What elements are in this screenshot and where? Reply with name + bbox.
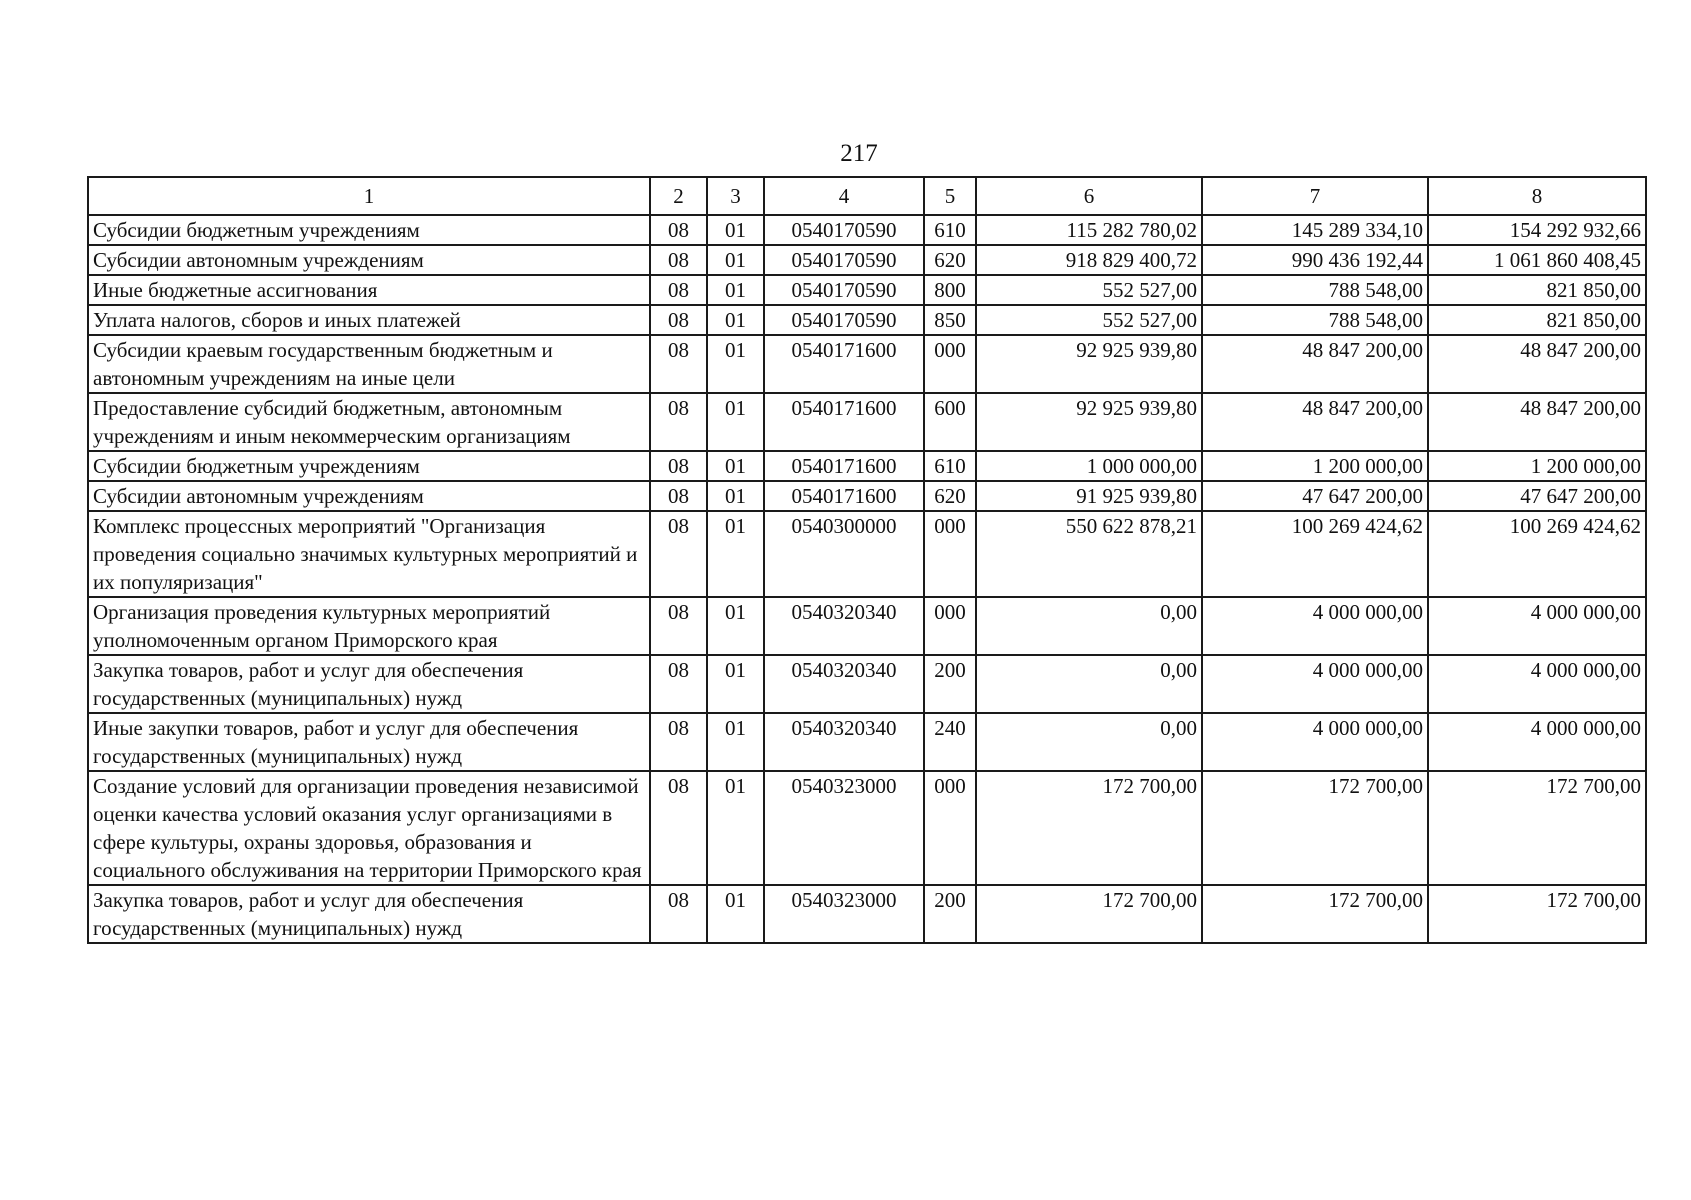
amount-col6-cell: 1 000 000,00: [976, 451, 1202, 481]
expense-name-cell: Иные закупки товаров, работ и услуг для обеспечения государственных (муниципальных) нужд: [88, 713, 650, 771]
subsection-code-cell: 01: [707, 451, 764, 481]
amount-col6-cell: 91 925 939,80: [976, 481, 1202, 511]
amount-col7-cell: 788 548,00: [1202, 305, 1428, 335]
subsection-code-cell: 01: [707, 245, 764, 275]
amount-col8-cell: 821 850,00: [1428, 305, 1646, 335]
target-article-cell: 0540170590: [764, 215, 924, 245]
target-article-cell: 0540170590: [764, 275, 924, 305]
subsection-code-cell: 01: [707, 275, 764, 305]
expense-type-cell: 200: [924, 655, 976, 713]
expense-type-cell: 610: [924, 451, 976, 481]
expense-type-cell: 620: [924, 481, 976, 511]
amount-col7-cell: 48 847 200,00: [1202, 393, 1428, 451]
table-row: [88, 305, 1646, 335]
expense-type-cell: 000: [924, 511, 976, 597]
expense-name-cell: Иные бюджетные ассигнования: [88, 275, 650, 305]
section-code-cell: 08: [650, 335, 707, 393]
section-code-cell: 08: [650, 305, 707, 335]
amount-col6-cell: 172 700,00: [976, 885, 1202, 943]
amount-col6-cell: 552 527,00: [976, 305, 1202, 335]
target-article-cell: 0540171600: [764, 335, 924, 393]
target-article-cell: 0540323000: [764, 771, 924, 885]
column-header-7: 7: [1202, 177, 1428, 215]
section-code-cell: 08: [650, 655, 707, 713]
expense-type-cell: 800: [924, 275, 976, 305]
amount-col7-cell: 145 289 334,10: [1202, 215, 1428, 245]
expense-name-cell: Субсидии автономным учреждениям: [88, 481, 650, 511]
amount-col6-cell: 92 925 939,80: [976, 393, 1202, 451]
expense-name-cell: Субсидии бюджетным учреждениям: [88, 215, 650, 245]
amount-col8-cell: 172 700,00: [1428, 771, 1646, 885]
amount-col8-cell: 48 847 200,00: [1428, 335, 1646, 393]
table-row: [88, 885, 1646, 943]
expense-name-cell: Закупка товаров, работ и услуг для обеспечения государственных (муниципальных) нужд: [88, 655, 650, 713]
expense-type-cell: 600: [924, 393, 976, 451]
amount-col7-cell: 4 000 000,00: [1202, 597, 1428, 655]
expense-name-cell: Создание условий для организации проведения независимой оценки качества условий оказания услуг организациями в сфере культуры, охраны здоровья, образования и социального обслуживания на территории Приморского края: [88, 771, 650, 885]
amount-col6-cell: 552 527,00: [976, 275, 1202, 305]
subsection-code-cell: 01: [707, 305, 764, 335]
target-article-cell: 0540170590: [764, 245, 924, 275]
amount-col8-cell: 4 000 000,00: [1428, 597, 1646, 655]
section-code-cell: 08: [650, 393, 707, 451]
expense-name-cell: Предоставление субсидий бюджетным, автономным учреждениям и иным некоммерческим организациям: [88, 393, 650, 451]
amount-col6-cell: 0,00: [976, 655, 1202, 713]
subsection-code-cell: 01: [707, 713, 764, 771]
table-row: [88, 655, 1646, 713]
subsection-code-cell: 01: [707, 335, 764, 393]
amount-col7-cell: 788 548,00: [1202, 275, 1428, 305]
target-article-cell: 0540171600: [764, 393, 924, 451]
table-row: [88, 511, 1646, 597]
table-row: [88, 771, 1646, 885]
target-article-cell: 0540300000: [764, 511, 924, 597]
expense-name-cell: Субсидии автономным учреждениям: [88, 245, 650, 275]
table-row: [88, 245, 1646, 275]
page-number: 217: [840, 140, 878, 167]
table-row: [88, 713, 1646, 771]
amount-col8-cell: 1 200 000,00: [1428, 451, 1646, 481]
amount-col6-cell: 0,00: [976, 713, 1202, 771]
section-code-cell: 08: [650, 771, 707, 885]
target-article-cell: 0540171600: [764, 481, 924, 511]
amount-col8-cell: 100 269 424,62: [1428, 511, 1646, 597]
table-row: [88, 335, 1646, 393]
amount-col7-cell: 47 647 200,00: [1202, 481, 1428, 511]
amount-col7-cell: 1 200 000,00: [1202, 451, 1428, 481]
subsection-code-cell: 01: [707, 771, 764, 885]
amount-col6-cell: 550 622 878,21: [976, 511, 1202, 597]
expense-type-cell: 240: [924, 713, 976, 771]
column-header-3: 3: [707, 177, 764, 215]
expense-type-cell: 200: [924, 885, 976, 943]
section-code-cell: 08: [650, 215, 707, 245]
expense-type-cell: 000: [924, 335, 976, 393]
subsection-code-cell: 01: [707, 481, 764, 511]
column-header-2: 2: [650, 177, 707, 215]
column-header-6: 6: [976, 177, 1202, 215]
amount-col6-cell: 115 282 780,02: [976, 215, 1202, 245]
table-row: [88, 481, 1646, 511]
amount-col7-cell: 4 000 000,00: [1202, 655, 1428, 713]
expense-name-cell: Закупка товаров, работ и услуг для обеспечения государственных (муниципальных) нужд: [88, 885, 650, 943]
expense-name-cell: Субсидии краевым государственным бюджетным и автономным учреждениям на иные цели: [88, 335, 650, 393]
expense-type-cell: 000: [924, 597, 976, 655]
budget-table: [87, 176, 1647, 944]
target-article-cell: 0540170590: [764, 305, 924, 335]
amount-col6-cell: 172 700,00: [976, 771, 1202, 885]
amount-col7-cell: 172 700,00: [1202, 885, 1428, 943]
amount-col8-cell: 821 850,00: [1428, 275, 1646, 305]
expense-name-cell: Организация проведения культурных мероприятий уполномоченным органом Приморского края: [88, 597, 650, 655]
amount-col8-cell: 4 000 000,00: [1428, 713, 1646, 771]
amount-col6-cell: 92 925 939,80: [976, 335, 1202, 393]
expense-name-cell: Субсидии бюджетным учреждениям: [88, 451, 650, 481]
column-header-5: 5: [924, 177, 976, 215]
section-code-cell: 08: [650, 245, 707, 275]
target-article-cell: 0540320340: [764, 597, 924, 655]
table-row: [88, 393, 1646, 451]
amount-col8-cell: 47 647 200,00: [1428, 481, 1646, 511]
expense-type-cell: 850: [924, 305, 976, 335]
column-header-1: 1: [88, 177, 650, 215]
table-row: [88, 215, 1646, 245]
section-code-cell: 08: [650, 713, 707, 771]
subsection-code-cell: 01: [707, 393, 764, 451]
amount-col7-cell: 100 269 424,62: [1202, 511, 1428, 597]
amount-col7-cell: 48 847 200,00: [1202, 335, 1428, 393]
target-article-cell: 0540320340: [764, 713, 924, 771]
expense-type-cell: 620: [924, 245, 976, 275]
table-row: [88, 597, 1646, 655]
section-code-cell: 08: [650, 481, 707, 511]
amount-col7-cell: 990 436 192,44: [1202, 245, 1428, 275]
subsection-code-cell: 01: [707, 885, 764, 943]
amount-col6-cell: 918 829 400,72: [976, 245, 1202, 275]
amount-col8-cell: 4 000 000,00: [1428, 655, 1646, 713]
expense-name-cell: Уплата налогов, сборов и иных платежей: [88, 305, 650, 335]
column-header-4: 4: [764, 177, 924, 215]
amount-col8-cell: 172 700,00: [1428, 885, 1646, 943]
section-code-cell: 08: [650, 275, 707, 305]
amount-col7-cell: 172 700,00: [1202, 771, 1428, 885]
section-code-cell: 08: [650, 451, 707, 481]
header-row: [88, 177, 1646, 215]
column-header-8: 8: [1428, 177, 1646, 215]
target-article-cell: 0540320340: [764, 655, 924, 713]
section-code-cell: 08: [650, 511, 707, 597]
amount-col6-cell: 0,00: [976, 597, 1202, 655]
subsection-code-cell: 01: [707, 215, 764, 245]
table-row: [88, 275, 1646, 305]
target-article-cell: 0540323000: [764, 885, 924, 943]
amount-col7-cell: 4 000 000,00: [1202, 713, 1428, 771]
subsection-code-cell: 01: [707, 597, 764, 655]
expense-name-cell: Комплекс процессных мероприятий "Организация проведения социально значимых культурных мероприятий и их популяризация": [88, 511, 650, 597]
amount-col8-cell: 1 061 860 408,45: [1428, 245, 1646, 275]
expense-type-cell: 610: [924, 215, 976, 245]
target-article-cell: 0540171600: [764, 451, 924, 481]
table-body: [88, 215, 1646, 943]
section-code-cell: 08: [650, 885, 707, 943]
expense-type-cell: 000: [924, 771, 976, 885]
subsection-code-cell: 01: [707, 511, 764, 597]
section-code-cell: 08: [650, 597, 707, 655]
amount-col8-cell: 48 847 200,00: [1428, 393, 1646, 451]
amount-col8-cell: 154 292 932,66: [1428, 215, 1646, 245]
subsection-code-cell: 01: [707, 655, 764, 713]
table-row: [88, 451, 1646, 481]
